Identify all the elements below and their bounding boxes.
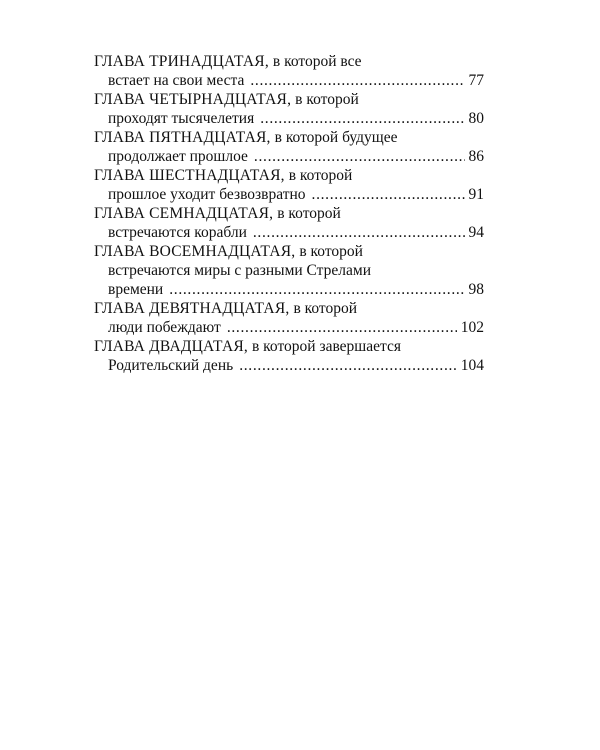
chapter-description: в которой все — [272, 53, 362, 70]
page-number: 91 — [468, 186, 484, 203]
toc-entry[interactable] — [94, 90, 484, 128]
toc-entry[interactable] — [94, 337, 484, 375]
dot-leader — [227, 318, 457, 337]
toc-entry[interactable] — [94, 52, 484, 90]
toc-entry[interactable] — [94, 166, 484, 204]
page-number: 86 — [468, 148, 484, 165]
chapter-title: ГЛАВА ВОСЕМНАДЦАТАЯ, — [94, 243, 296, 260]
chapter-description: в которой — [293, 300, 358, 317]
toc-entry-heading — [94, 204, 484, 223]
toc-entry-heading — [94, 52, 484, 71]
page-number: 94 — [468, 224, 484, 241]
toc-entry-last-line — [94, 356, 484, 375]
page-number: 102 — [460, 319, 484, 336]
toc-entry-last-line — [94, 147, 484, 166]
toc-entry[interactable] — [94, 204, 484, 242]
toc-entry-heading — [94, 90, 484, 109]
dot-leader — [253, 223, 465, 242]
toc-entry-last-line — [94, 185, 484, 204]
page-number: 80 — [468, 110, 484, 127]
chapter-description: в которой завершается — [251, 338, 401, 355]
toc-entry-last-line — [94, 71, 484, 90]
table-of-contents — [94, 52, 484, 375]
chapter-description-continued: встречаются миры с разными Стрелами — [108, 262, 371, 279]
toc-entry-heading — [94, 166, 484, 185]
dot-leader — [250, 71, 464, 90]
chapter-description: в которой будущее — [274, 129, 398, 146]
dot-leader — [260, 109, 464, 128]
chapter-description-end: люди побеждают — [108, 319, 221, 336]
toc-entry-last-line — [94, 318, 484, 337]
chapter-title: ГЛАВА ПЯТНАДЦАТАЯ, — [94, 129, 271, 146]
chapter-description-end: встает на свои места — [108, 72, 245, 89]
toc-entry[interactable] — [94, 299, 484, 337]
page-number: 104 — [460, 357, 484, 374]
toc-entry-last-line — [94, 109, 484, 128]
chapter-title: ГЛАВА ШЕСТНАДЦАТАЯ, — [94, 167, 285, 184]
toc-entry-last-line — [94, 280, 484, 299]
page-number: 98 — [468, 281, 484, 298]
chapter-description-end: времени — [108, 281, 164, 298]
page-number: 77 — [468, 72, 484, 89]
chapter-title: ГЛАВА СЕМНАДЦАТАЯ, — [94, 205, 274, 222]
toc-entry-last-line — [94, 223, 484, 242]
chapter-title: ГЛАВА ЧЕТЫРНАДЦАТАЯ, — [94, 91, 292, 108]
dot-leader — [239, 356, 457, 375]
dot-leader — [312, 185, 465, 204]
chapter-description: в которой — [295, 91, 359, 108]
dot-leader — [254, 147, 465, 166]
toc-entry-heading — [94, 299, 484, 318]
chapter-title: ГЛАВА ТРИНАДЦАТАЯ, — [94, 53, 269, 70]
chapter-description-end: продолжает прошлое — [108, 148, 248, 165]
toc-entry-heading — [94, 242, 484, 261]
chapter-description-end: прошлое уходит безвозвратно — [108, 186, 306, 203]
toc-entry[interactable] — [94, 128, 484, 166]
chapter-description: в которой — [299, 243, 363, 260]
chapter-title: ГЛАВА ДВАДЦАТАЯ, — [94, 338, 248, 355]
chapter-description-end: Родительский день — [108, 357, 234, 374]
toc-entry-heading — [94, 128, 484, 147]
chapter-description-end: встречаются корабли — [108, 224, 247, 241]
toc-entry-heading — [94, 337, 484, 356]
chapter-description: в которой — [288, 167, 353, 184]
toc-entry[interactable] — [94, 242, 484, 299]
chapter-description: в которой — [277, 205, 341, 222]
chapter-description-end: проходят тысячелетия — [108, 110, 255, 127]
dot-leader — [169, 280, 464, 299]
chapter-title: ГЛАВА ДЕВЯТНАДЦАТАЯ, — [94, 300, 290, 317]
